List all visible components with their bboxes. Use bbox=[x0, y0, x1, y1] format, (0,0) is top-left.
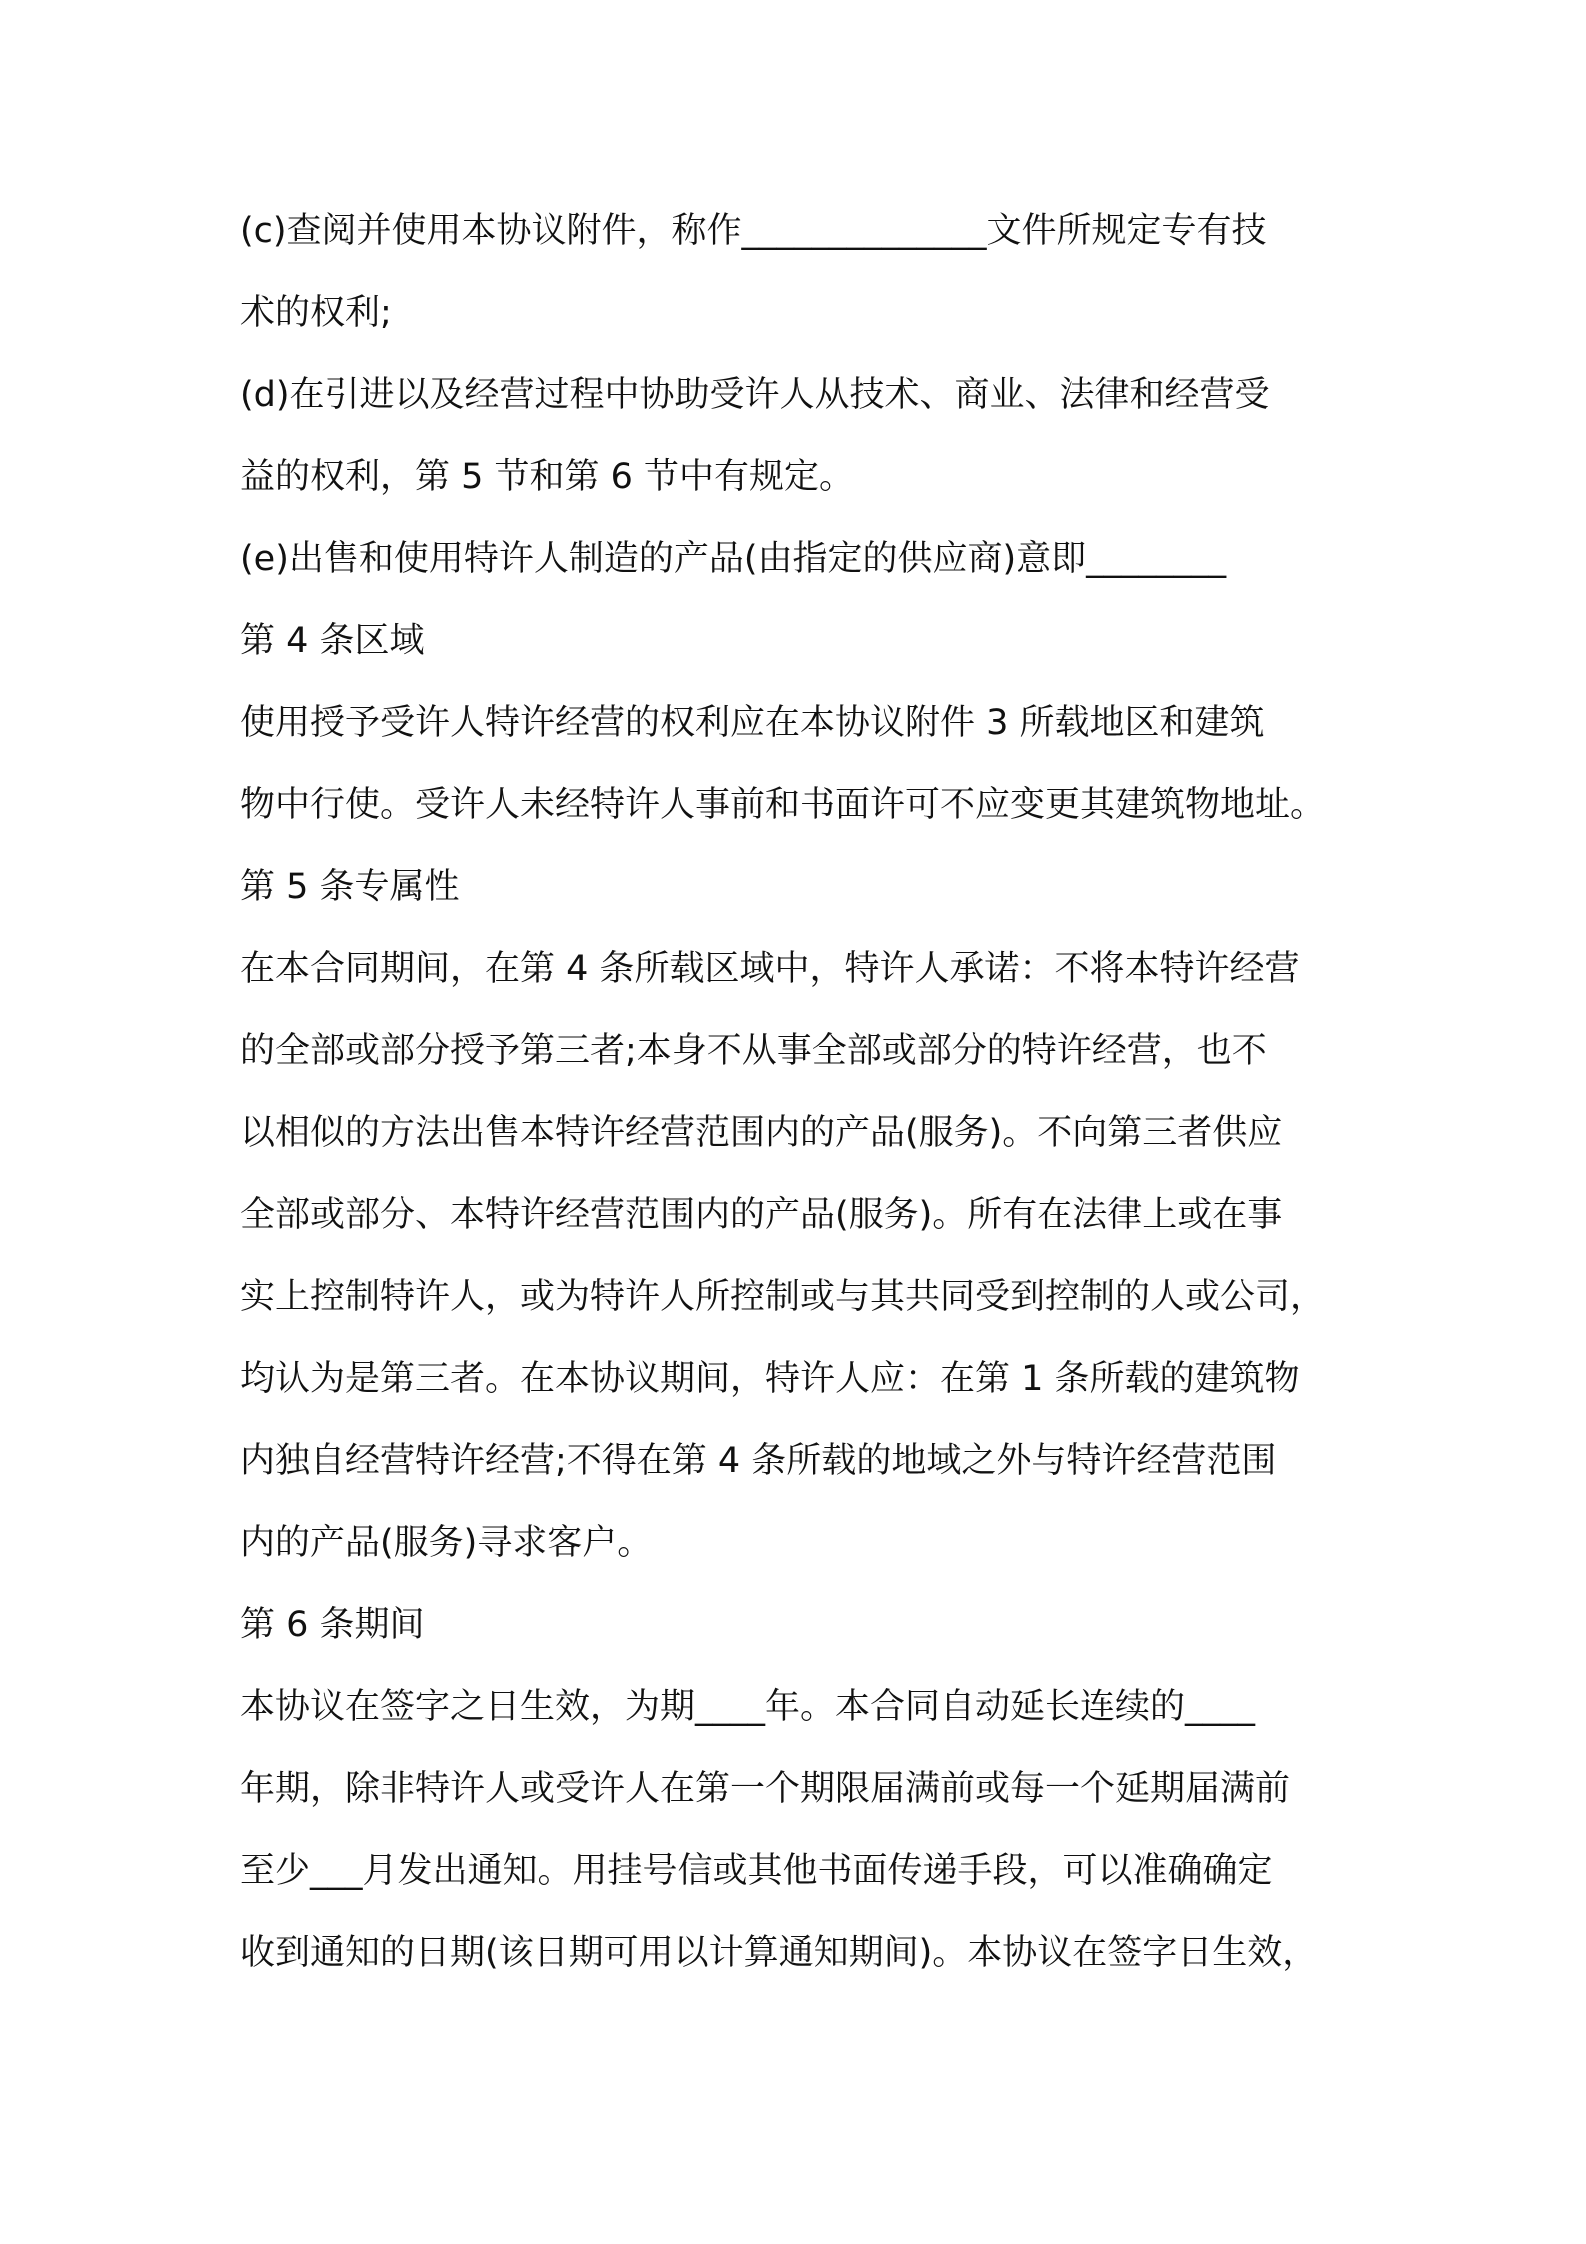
document-body bbox=[240, 190, 1360, 1994]
clause-d-line-1: (d)在引进以及经营过程中协助受许人从技术、商业、法律和经营受 bbox=[240, 375, 1270, 415]
article-5-heading: 第 5 条专属性 bbox=[240, 867, 460, 907]
article-5-line-6: 均认为是第三者。在本协议期间，特许人应：在第 1 条所载的建筑物 bbox=[240, 1359, 1300, 1399]
clause-c-line-2: 术的权利; bbox=[240, 293, 392, 333]
article-5-line-1: 在本合同期间，在第 4 条所载区域中，特许人承诺：不将本特许经营 bbox=[240, 949, 1300, 989]
article-6-line-3: 至少___月发出通知。用挂号信或其他书面传递手段，可以准确确定 bbox=[240, 1851, 1273, 1891]
article-4-line-2: 物中行使。受许人未经特许人事前和书面许可不应变更其建筑物地址。 bbox=[240, 785, 1326, 825]
article-6-line-4: 收到通知的日期(该日期可用以计算通知期间)。本协议在签字日生效， bbox=[240, 1933, 1318, 1973]
article-5-line-8: 内的产品(服务)寻求客户。 bbox=[240, 1523, 653, 1563]
article-5-line-2: 的全部或部分授予第三者;本身不从事全部或部分的特许经营，也不 bbox=[240, 1031, 1267, 1071]
clause-c-line-1: (c)查阅并使用本协议附件，称作______________文件所规定专有技 bbox=[240, 211, 1267, 251]
article-4-line-1: 使用授予受许人特许经营的权利应在本协议附件 3 所载地区和建筑 bbox=[240, 703, 1265, 743]
article-6-heading: 第 6 条期间 bbox=[240, 1605, 425, 1645]
article-5-line-4: 全部或部分、本特许经营范围内的产品(服务)。所有在法律上或在事 bbox=[240, 1195, 1283, 1235]
article-5-line-3: 以相似的方法出售本特许经营范围内的产品(服务)。不向第三者供应 bbox=[240, 1113, 1283, 1153]
article-6-line-1: 本协议在签字之日生效，为期____年。本合同自动延长连续的____ bbox=[240, 1687, 1256, 1727]
article-6-line-2: 年期，除非特许人或受许人在第一个期限届满前或每一个延期届满前 bbox=[240, 1769, 1291, 1809]
clause-e-line-1: (e)出售和使用特许人制造的产品(由指定的供应商)意即________ bbox=[240, 539, 1227, 579]
article-5-line-7: 内独自经营特许经营;不得在第 4 条所载的地域之外与特许经营范围 bbox=[240, 1441, 1277, 1481]
article-4-heading: 第 4 条区域 bbox=[240, 621, 425, 661]
article-5-line-5: 实上控制特许人，或为特许人所控制或与其共同受到控制的人或公司， bbox=[240, 1277, 1326, 1317]
clause-d-line-2: 益的权利，第 5 节和第 6 节中有规定。 bbox=[240, 457, 855, 497]
